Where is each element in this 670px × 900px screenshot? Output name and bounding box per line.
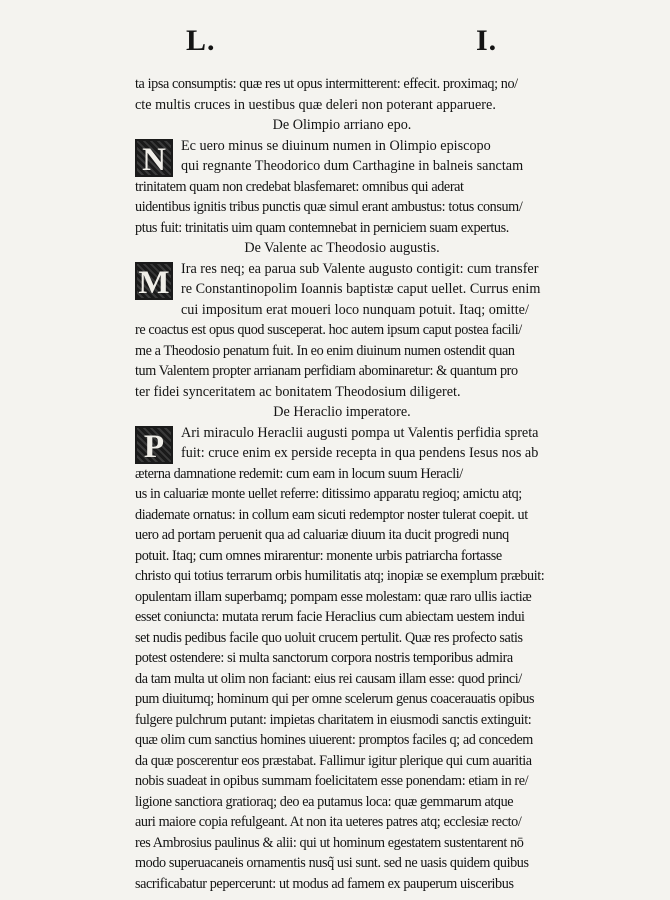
- text-line: fulgere pulchrum putant: impietas charitatem in eiusmodi sanctis extinguit:: [135, 711, 532, 728]
- text-line: trinitatem quam non credebat blasfemaret: omnibus qui aderat: [135, 178, 464, 195]
- text-line: ligione sanctiora gratioraq; deo ea putamus loca: quæ gemmarum atque: [135, 793, 514, 810]
- text-line: æterna damnatione redemit: cum eam in locum suum Heracli/: [135, 465, 463, 482]
- text-line: da quæ poscerentur eos præstabat. Fallimur igitur plerique qui cum auaritia: [135, 752, 532, 769]
- text-line: diademate ornatus: in collum eam sicuti redemptor noster tulerat coepit. ut: [135, 506, 528, 523]
- text-line: potuit. Itaq; cum omnes mirarentur: monente urbis patriarcha fortasse: [135, 547, 502, 564]
- text-line: ter fidei synceritatem ac bonitatem Theodosium diligeret.: [135, 383, 461, 400]
- text-line: us in caluariæ monte uellet referre: ditissimo apparatu regioq; amictu atq;: [135, 486, 522, 502]
- text-column: [135, 74, 575, 894]
- text-line: Ari miraculo Heraclii augusti pompa ut Valentis perfidia spreta: [181, 424, 539, 441]
- text-line: cui impositum erat moueri loco nunquam potuit. Itaq; omitte/: [181, 301, 529, 318]
- chapter-heading: De Valente ac Theodosio augustis.: [244, 240, 440, 256]
- text-line: da tam multa ut olim non faciant: eius rei causam illam esse: quod princi/: [135, 670, 522, 687]
- text-line: christo qui totius terrarum orbis humilitatis atq; inopiæ se exemplum præbuit:: [135, 568, 545, 584]
- running-head-right: I.: [476, 24, 498, 57]
- text-line: quæ olim cum sanctius homines uiuerent: promptos faciles q; ad concedem: [135, 732, 533, 748]
- text-line: auri maiore copia refulgeant. At non ita ueteres patres atq; ecclesiæ recto/: [135, 814, 522, 830]
- text-line: uidentibus ignitis tribus punctis quæ simul erant ambustus: totus consum/: [135, 199, 523, 215]
- text-line: set nudis pedibus facile quo uoluit crucem pertulit. Quæ res profecto satis: [135, 629, 523, 646]
- decorated-initial: M: [135, 262, 173, 300]
- text-line: cte multis cruces in uestibus quæ deleri non poterant apparuere.: [135, 96, 496, 113]
- text-line: fuit: cruce enim ex perside recepta in qua pendens Iesus nos ab: [181, 445, 539, 461]
- chapter-valente: [135, 259, 575, 403]
- text-line: nobis suadeat in opibus summam foelicitatem esse ponendam: etiam in re/: [135, 773, 529, 789]
- text-line: re coactus est opus quod susceperat. hoc autem ipsum caput postea facili/: [135, 322, 522, 338]
- text-line: tum Valentem propter arrianam perfidiam abominaretur: & quantum pro: [135, 363, 518, 379]
- text-line: ptus fuit: trinitatis uim quam contemnebat in perniciem suam expertus.: [135, 219, 509, 236]
- text-line: re Constantinopolim Ioannis baptistæ caput uellet. Currus enim: [181, 281, 541, 297]
- chapter-heading: De Olimpio arriano epo.: [272, 117, 412, 133]
- text-line: potest ostendere: si multa sanctorum corpora nostris temporibus admira: [135, 650, 513, 666]
- chapter-heading: De Heraclio imperatore.: [273, 404, 411, 420]
- decorated-initial: P: [135, 426, 173, 464]
- text-line: Ec uero minus se diuinum numen in Olimpio episcopo: [181, 137, 491, 154]
- decorated-initial: N: [135, 139, 173, 177]
- text-line: res Ambrosius paulinus & alii: qui ut hominum egestatem sustentarent nō: [135, 834, 524, 851]
- text-line: esset coniuncta: mutata rerum facie Heraclius cum abiectam uestem indui: [135, 609, 525, 625]
- chapter-heraclio: [135, 423, 575, 895]
- text-line: modo superuacaneis ornamentis nusq̃ usi sunt. sed ne uasis quidem quibus: [135, 855, 529, 871]
- text-line: uero ad portam peruenit qua ad caluariæ diuum ita ducit progredi nunq: [135, 527, 509, 543]
- text-line: sacrificabatur pepercerunt: ut modus ad famem ex pauperum uisceribus: [135, 875, 514, 892]
- text-line: qui regnante Theodorico dum Carthagine in balneis sanctam: [181, 158, 524, 174]
- text-line: ta ipsa consumptis: quæ res ut opus intermitterent: effecit. proximaq; no/: [135, 76, 518, 92]
- text-line: Ira res neq; ea parua sub Valente augusto contigit: cum transfer: [181, 260, 539, 277]
- text-line: me a Theodosio penatum fuit. In eo enim diuinum numen ostendit quan: [135, 342, 515, 359]
- running-head-left: L.: [186, 24, 216, 57]
- text-line: pum diuitumq; hominum qui per omne scelerum genus coacerauatis opibus: [135, 691, 535, 707]
- chapter-olimpio: [135, 136, 575, 239]
- text-line: opulentam illam superbamq; pompam esse molestam: quæ raro ullis iactiæ: [135, 588, 532, 605]
